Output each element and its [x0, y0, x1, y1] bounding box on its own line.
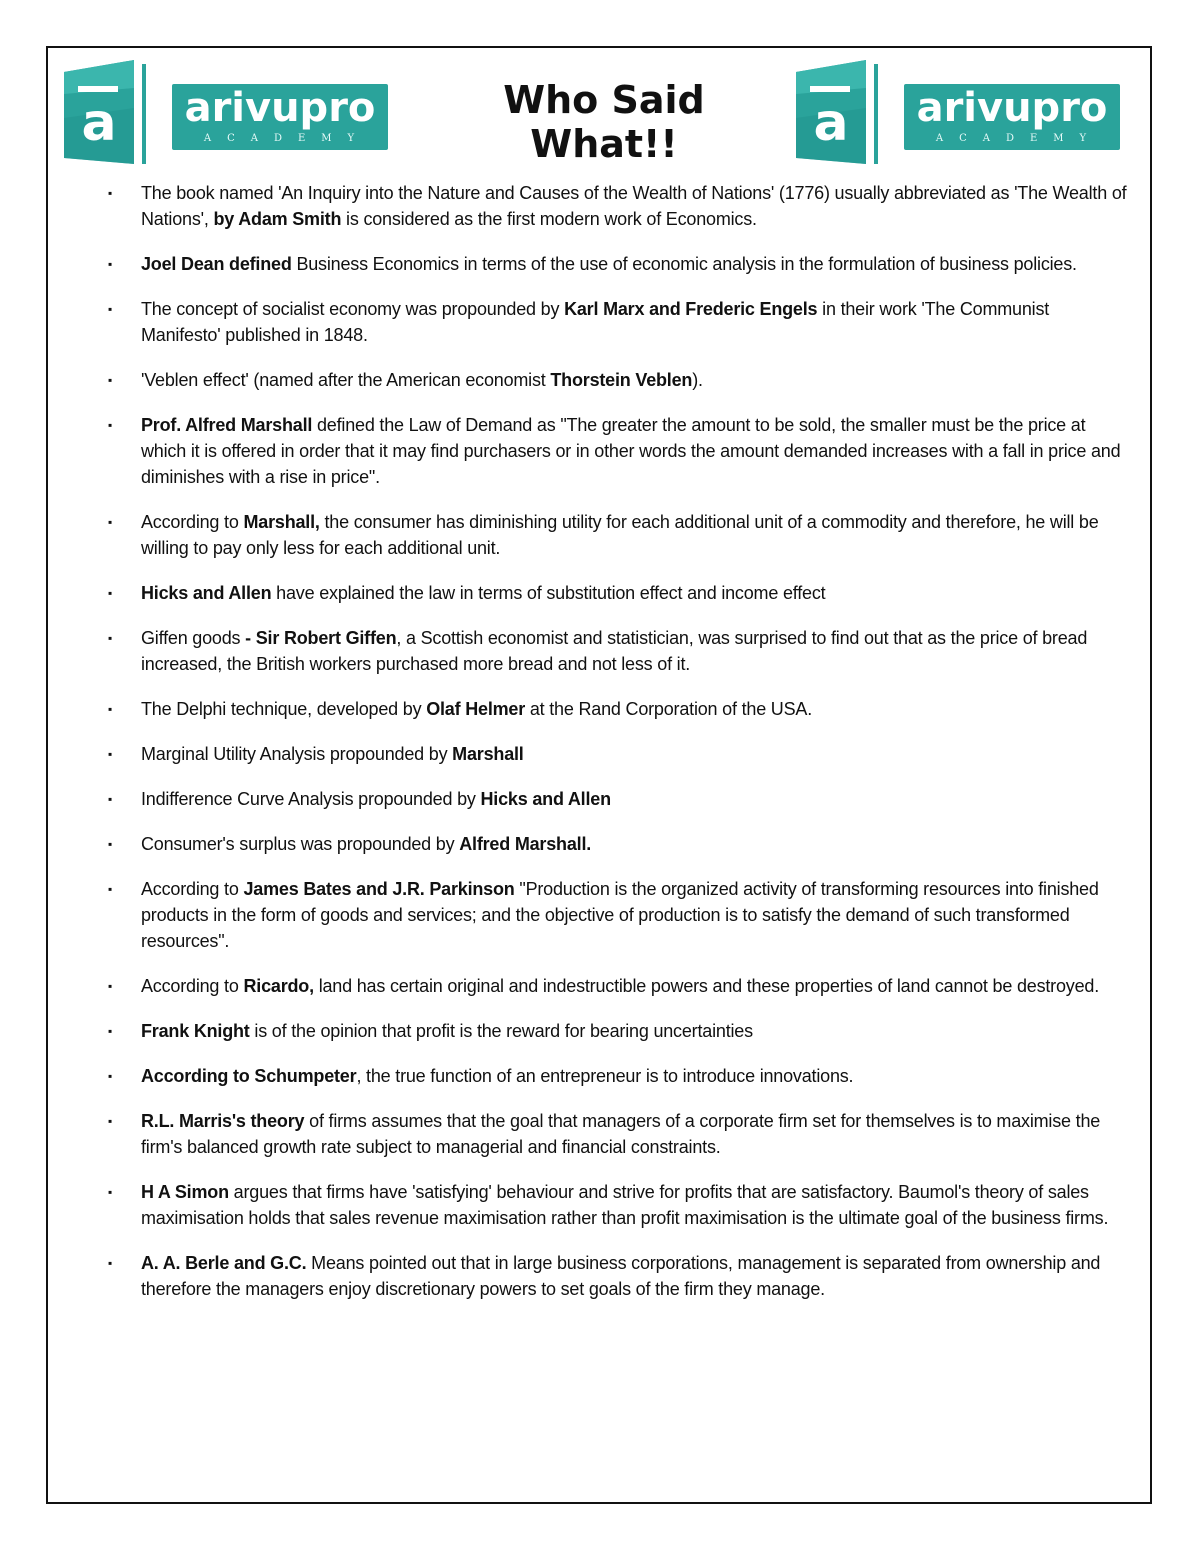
- arivupro-wordmark: [904, 84, 1120, 150]
- list-item-bold-text: Frank Knight: [141, 1021, 250, 1041]
- list-item-text: ).: [692, 370, 703, 390]
- list-item-text: The book named 'An Inquiry into the Nature and Causes of the Wealth of Nations' (1776) usually abbreviated as 'The Wealth of Nations',: [141, 183, 1127, 229]
- list-item-text: Consumer's surplus was propounded by: [141, 834, 460, 854]
- list-item-text: , the true function of an entrepreneur is to introduce innovations.: [356, 1066, 854, 1086]
- list-item-text: defined the Law of Demand as "The greater the amount to be sold, the smaller must be the price at which it is offered in order that it may find purchasers or in other words the amount demanded increases with a fall in price and diminishes with a rise in price".: [141, 415, 1121, 487]
- bullet-icon: ▪: [108, 418, 113, 432]
- list-item-text: have explained the law in terms of substitution effect and income effect: [271, 583, 826, 603]
- list-item-text: According to: [141, 976, 244, 996]
- bullet-icon: ▪: [108, 586, 113, 600]
- list-item-bold-text: Hicks and Allen: [141, 583, 272, 603]
- list-item-bold-text: Alfred Marshall.: [459, 834, 592, 854]
- bullet-icon: ▪: [108, 979, 113, 993]
- list-item-bold-text: Marshall: [452, 744, 524, 764]
- list-item-text: of firms assumes that the goal that managers of a corporate firm set for themselves is to maximise the firm's balanced growth rate subject to managerial and financial constraints.: [141, 1111, 1101, 1157]
- page-header: [62, 58, 1128, 170]
- arivupro-mark-icon: [794, 58, 884, 170]
- list-item-bold-text: James Bates and J.R. Parkinson: [243, 879, 515, 899]
- list-item-text: at the Rand Corporation of the USA.: [525, 699, 813, 719]
- list-item: [104, 367, 1132, 393]
- list-item: [104, 1108, 1132, 1160]
- list-item-bold-text: Ricardo,: [243, 976, 314, 996]
- list-item-bold-text: Karl Marx and Frederic Engels: [564, 299, 818, 319]
- bullet-icon: ▪: [108, 702, 113, 716]
- list-item-bold-text: A. A. Berle and G.C.: [141, 1253, 307, 1273]
- list-item-bold-text: Hicks and Allen: [480, 789, 611, 809]
- logo-name: arivupro: [916, 85, 1108, 131]
- bullet-icon: ▪: [108, 515, 113, 529]
- logo-subtitle: ACADEMY: [935, 133, 1103, 144]
- page-title: Who Said What!!: [503, 78, 705, 166]
- list-item-text: According to: [141, 879, 244, 899]
- list-item: [104, 1250, 1132, 1302]
- list-item-text: is of the opinion that profit is the reward for bearing uncertainties: [249, 1021, 753, 1041]
- bullet-icon: ▪: [108, 631, 113, 645]
- list-item-text: The concept of socialist economy was propounded by: [141, 299, 565, 319]
- list-item-text: The Delphi technique, developed by: [141, 699, 427, 719]
- list-item-text: , a Scottish economist and statistician, was surprised to find out that as the price of bread increased, the British workers purchased more bread and not less of it.: [141, 628, 1088, 674]
- list-item-text: Giffen goods: [141, 628, 246, 648]
- list-item-text: Means pointed out that in large business corporations, management is separated from ownership and therefore the managers enjoy discretionary powers to set goals of the firm they manage.: [141, 1253, 1101, 1299]
- bullet-icon: ▪: [108, 1024, 113, 1038]
- list-item: [104, 696, 1132, 722]
- list-item: [104, 741, 1132, 767]
- list-item-text: Marginal Utility Analysis propounded by: [141, 744, 453, 764]
- bullet-icon: ▪: [108, 1069, 113, 1083]
- bullet-icon: ▪: [108, 302, 113, 316]
- list-item-bold-text: Olaf Helmer: [426, 699, 526, 719]
- list-item-bold-text: by Adam Smith: [213, 209, 342, 229]
- list-item: [104, 296, 1132, 348]
- list-item: [104, 973, 1132, 999]
- list-item-bold-text: Marshall,: [243, 512, 320, 532]
- list-item: [104, 509, 1132, 561]
- list-item-text: Business Economics in terms of the use of economic analysis in the formulation of business policies.: [291, 254, 1077, 274]
- list-item: [104, 251, 1132, 277]
- list-item: [104, 786, 1132, 812]
- list-item-bold-text: - Sir Robert Giffen: [245, 628, 397, 648]
- mark-letter: a: [81, 93, 117, 153]
- list-item-text: land has certain original and indestructible powers and these properties of land cannot be destroyed.: [313, 976, 1099, 996]
- bullet-icon: ▪: [108, 792, 113, 806]
- arivupro-logo-right: [794, 58, 1124, 170]
- list-item: [104, 625, 1132, 677]
- list-item: [104, 831, 1132, 857]
- list-item-text: 'Veblen effect' (named after the American economist: [141, 370, 551, 390]
- list-item-bold-text: R.L. Marris's theory: [141, 1111, 305, 1131]
- list-item-bold-text: H A Simon: [141, 1182, 229, 1202]
- list-item-text: in their work 'The Communist Manifesto' published in 1848.: [141, 299, 1050, 345]
- arivupro-logo-left: [62, 58, 392, 170]
- logo-subtitle: ACADEMY: [203, 133, 371, 144]
- bullet-icon: ▪: [108, 1256, 113, 1270]
- bullet-icon: ▪: [108, 1185, 113, 1199]
- list-item: [104, 412, 1132, 490]
- list-item: [104, 1018, 1132, 1044]
- arivupro-wordmark: [172, 84, 388, 150]
- bullet-icon: ▪: [108, 837, 113, 851]
- list-item-text: "Production is the organized activity of transforming resources into finished products in the form of goods and services; and the objective of production is to satisfy the demand of such transformed resources".: [141, 879, 1099, 951]
- bullet-icon: ▪: [108, 373, 113, 387]
- list-item-text: the consumer has diminishing utility for each additional unit of a commodity and therefore, he will be willing to pay only less for each additional unit.: [141, 512, 1099, 558]
- list-item-bold-text: According to Schumpeter: [141, 1066, 357, 1086]
- list-item-text: is considered as the first modern work of Economics.: [341, 209, 757, 229]
- bullet-icon: ▪: [108, 1114, 113, 1128]
- list-item-bold-text: Prof. Alfred Marshall: [141, 415, 313, 435]
- list-item: [104, 876, 1132, 954]
- list-item: [104, 1179, 1132, 1231]
- list-item-text: According to: [141, 512, 244, 532]
- facts-list: [104, 180, 1132, 1321]
- mark-letter: a: [813, 93, 849, 153]
- logo-name: arivupro: [184, 85, 376, 131]
- arivupro-mark-icon: [62, 58, 152, 170]
- bullet-icon: ▪: [108, 186, 113, 200]
- list-item: [104, 580, 1132, 606]
- list-item-text: Indifference Curve Analysis propounded by: [141, 789, 481, 809]
- list-item-bold-text: Joel Dean defined: [141, 254, 292, 274]
- bullet-icon: ▪: [108, 257, 113, 271]
- list-item-text: argues that firms have 'satisfying' behaviour and strive for profits that are satisfactory. Baumol's theory of sales maximisation holds that sales revenue maximisation rather than profit maximisation is the ultimate goal of the business firms.: [141, 1182, 1109, 1228]
- list-item-bold-text: Thorstein Veblen: [550, 370, 693, 390]
- list-item: [104, 180, 1132, 232]
- bullet-icon: ▪: [108, 747, 113, 761]
- list-item: [104, 1063, 1132, 1089]
- bullet-icon: ▪: [108, 882, 113, 896]
